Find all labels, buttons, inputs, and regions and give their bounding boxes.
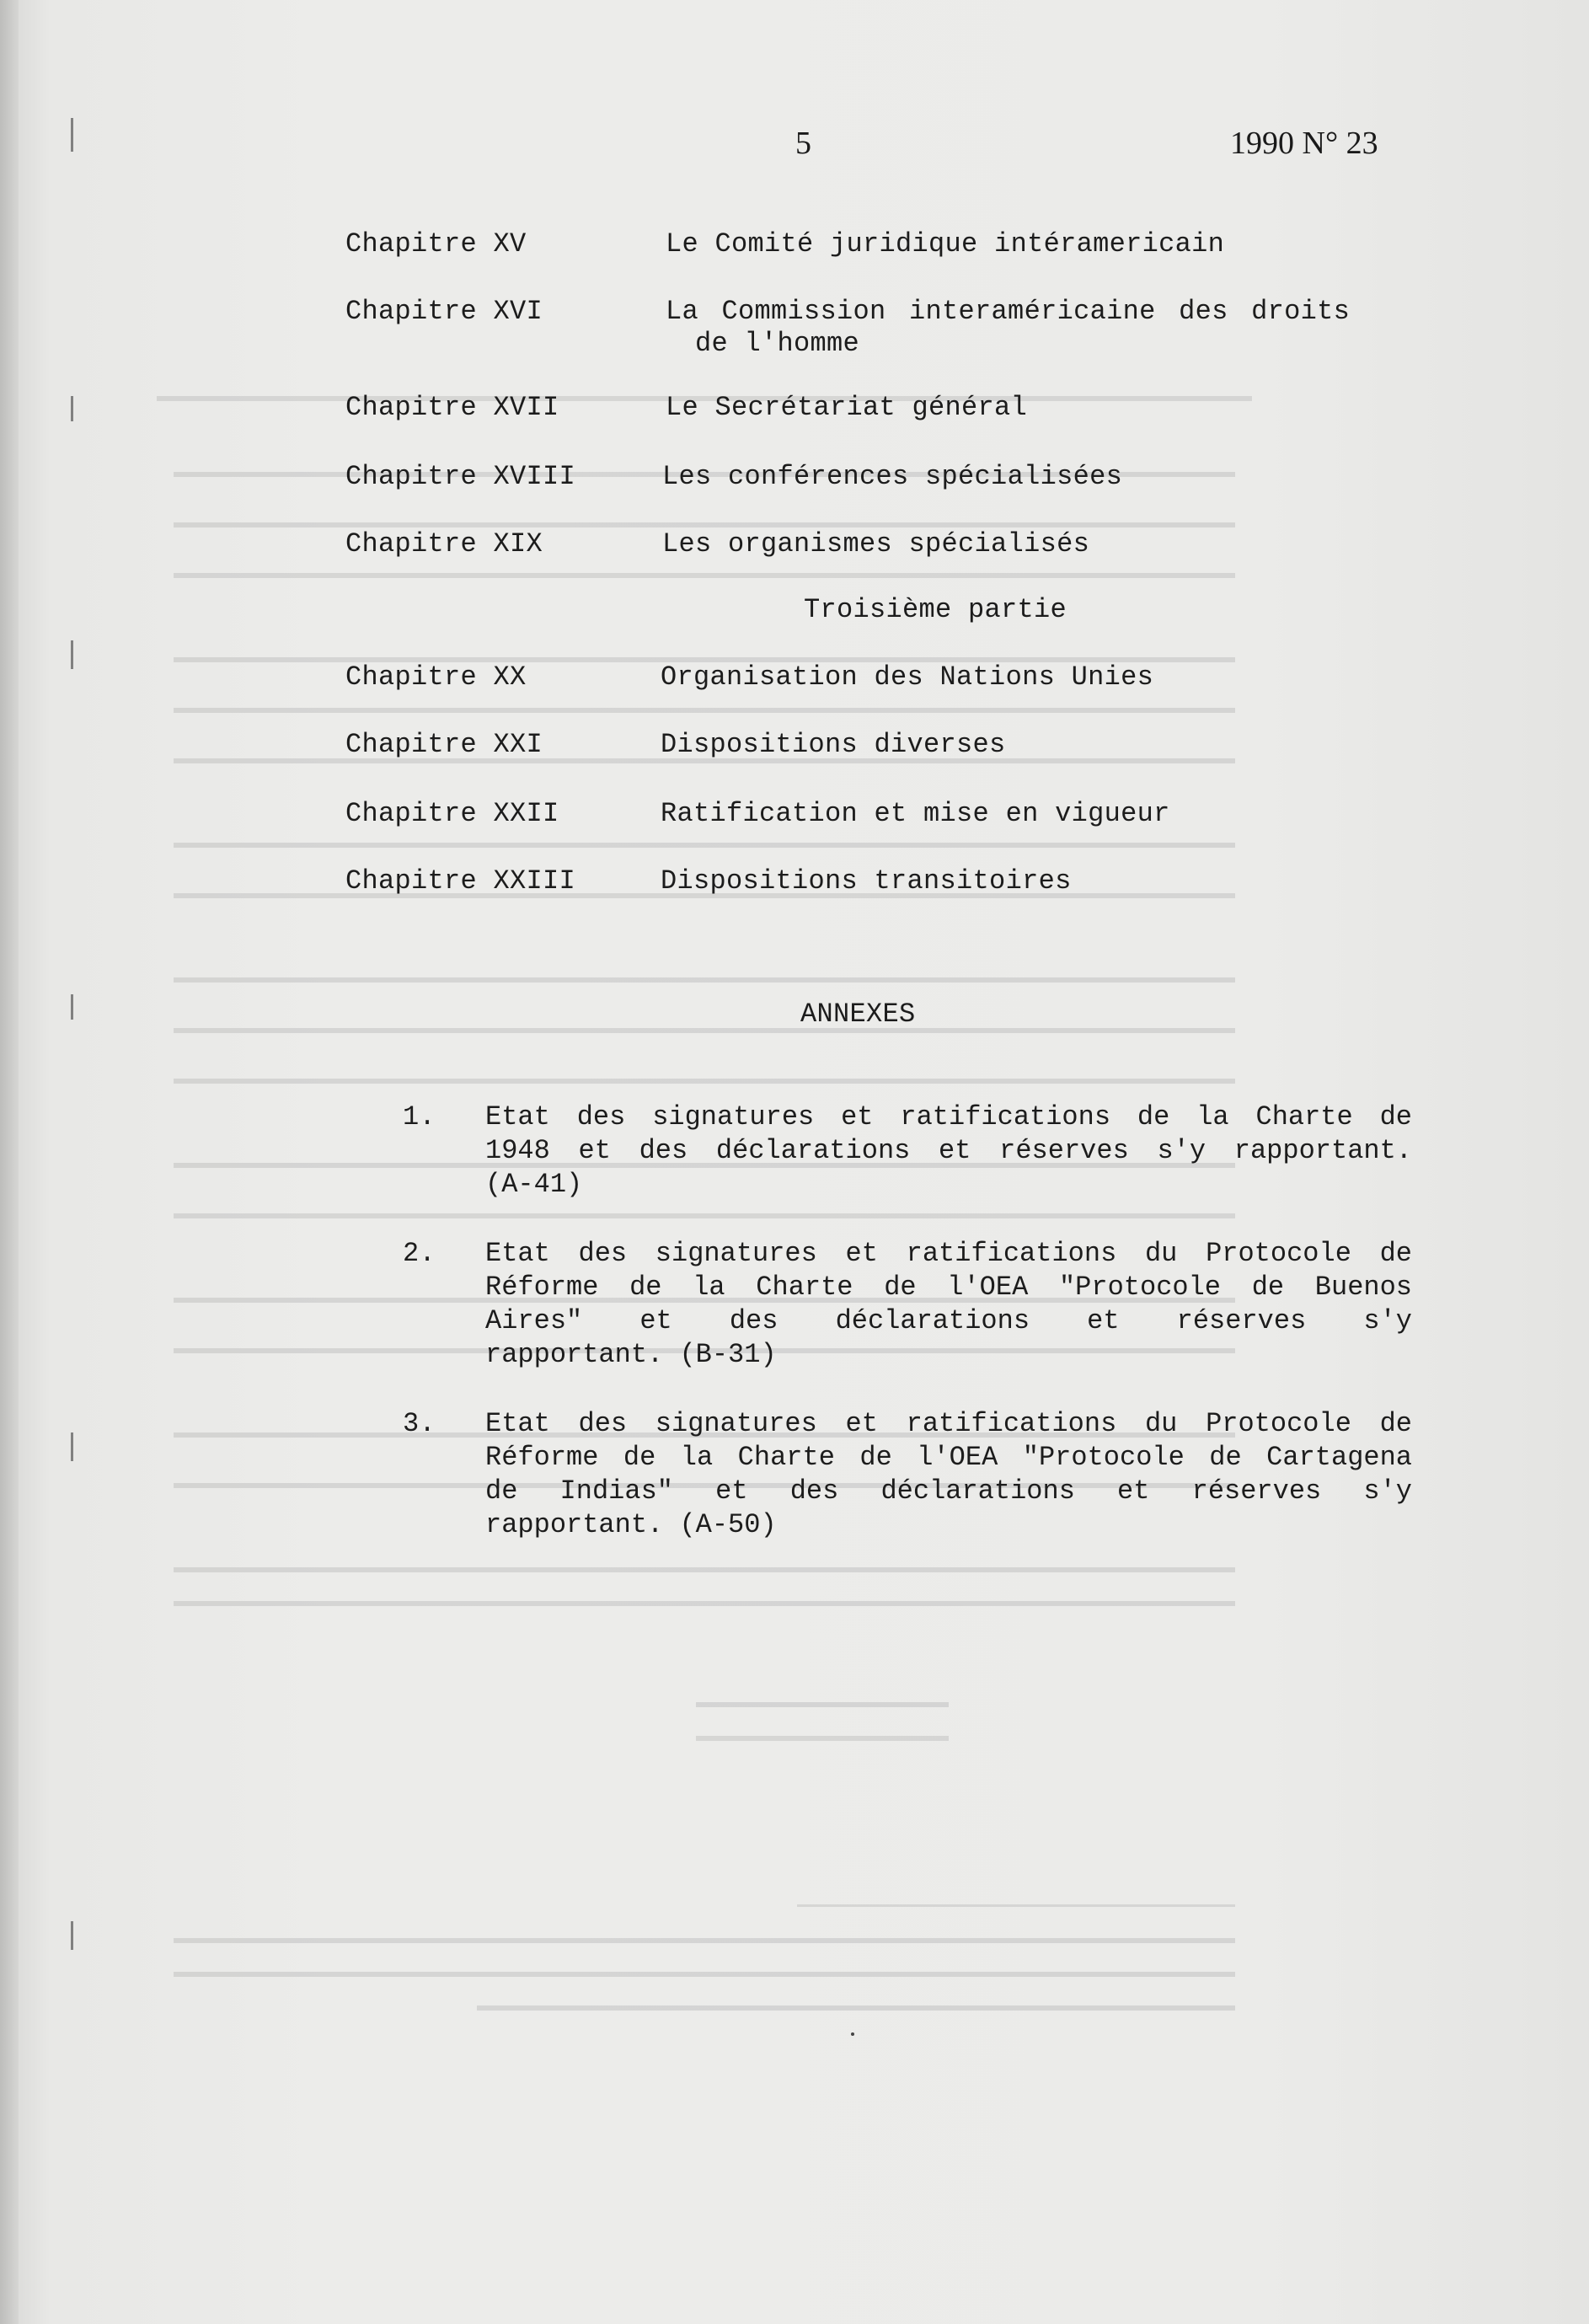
stray-dot bbox=[851, 2032, 854, 2036]
annex-item bbox=[485, 1100, 1412, 1202]
gazette-issue-number: 1990 N° 23 bbox=[1230, 126, 1378, 161]
chapter-title: Ratification et mise en vigueur bbox=[661, 798, 1170, 829]
chapter-label: Chapitre XIX bbox=[345, 528, 543, 560]
binding-mark bbox=[71, 1921, 73, 1950]
binding-mark bbox=[71, 640, 73, 669]
chapter-title: La Commission interaméricaine des droits bbox=[666, 296, 1351, 327]
annex-line: Réforme de la Charte de l'OEA "Protocole de Buenos bbox=[485, 1272, 1412, 1303]
annex-line: Aires" et des déclarations et réserves s'y bbox=[485, 1305, 1412, 1336]
chapter-title: Dispositions transitoires bbox=[661, 865, 1072, 897]
chapter-label: Chapitre XVIII bbox=[345, 461, 576, 492]
chapter-title: Le Secrétariat général bbox=[666, 392, 1028, 423]
part-heading: Troisième partie bbox=[804, 594, 1067, 625]
chapter-title: Dispositions diverses bbox=[661, 729, 1006, 760]
chapter-label: Chapitre XXII bbox=[345, 798, 559, 829]
annex-item bbox=[485, 1407, 1412, 1542]
annex-line: Etat des signatures et ratifications du Protocole de bbox=[485, 1408, 1412, 1439]
annex-line: (A-41) bbox=[485, 1169, 583, 1200]
binding-mark bbox=[71, 396, 73, 421]
annex-line: de Indias" et des déclarations et réserves s'y bbox=[485, 1475, 1412, 1507]
binding-mark bbox=[71, 1432, 73, 1461]
page-number: 5 bbox=[795, 126, 811, 161]
chapter-title-continuation: de l'homme bbox=[695, 328, 860, 359]
chapter-title: Les organismes spécialisés bbox=[662, 528, 1090, 560]
chapter-title: Les conférences spécialisées bbox=[662, 461, 1123, 492]
binding-mark bbox=[71, 118, 73, 152]
binding-mark bbox=[71, 994, 73, 1020]
binding-edge bbox=[0, 0, 19, 2324]
chapter-label: Chapitre XXI bbox=[345, 729, 543, 760]
annex-number: 1. bbox=[403, 1101, 436, 1133]
annex-number: 2. bbox=[403, 1238, 436, 1269]
chapter-title: Organisation des Nations Unies bbox=[661, 661, 1154, 693]
chapter-label: Chapitre XX bbox=[345, 661, 527, 693]
annex-line: rapportant. (B-31) bbox=[485, 1339, 777, 1370]
annex-line: rapportant. (A-50) bbox=[485, 1509, 777, 1540]
annex-item bbox=[485, 1237, 1412, 1372]
chapter-label: Chapitre XXIII bbox=[345, 865, 576, 897]
annex-number: 3. bbox=[403, 1408, 436, 1439]
annex-line: Etat des signatures et ratifications de la Charte de bbox=[485, 1101, 1412, 1133]
annex-line: Réforme de la Charte de l'OEA "Protocole de Cartagena bbox=[485, 1442, 1412, 1473]
annex-line: 1948 et des déclarations et réserves s'y rapportant. bbox=[485, 1135, 1412, 1166]
chapter-label: Chapitre XVI bbox=[345, 296, 543, 327]
chapter-label: Chapitre XVII bbox=[345, 392, 559, 423]
annex-line: Etat des signatures et ratifications du Protocole de bbox=[485, 1238, 1412, 1269]
chapter-title: Le Comité juridique intéramericain bbox=[666, 228, 1225, 260]
chapter-label: Chapitre XV bbox=[345, 228, 527, 260]
annexes-heading: ANNEXES bbox=[800, 999, 916, 1030]
